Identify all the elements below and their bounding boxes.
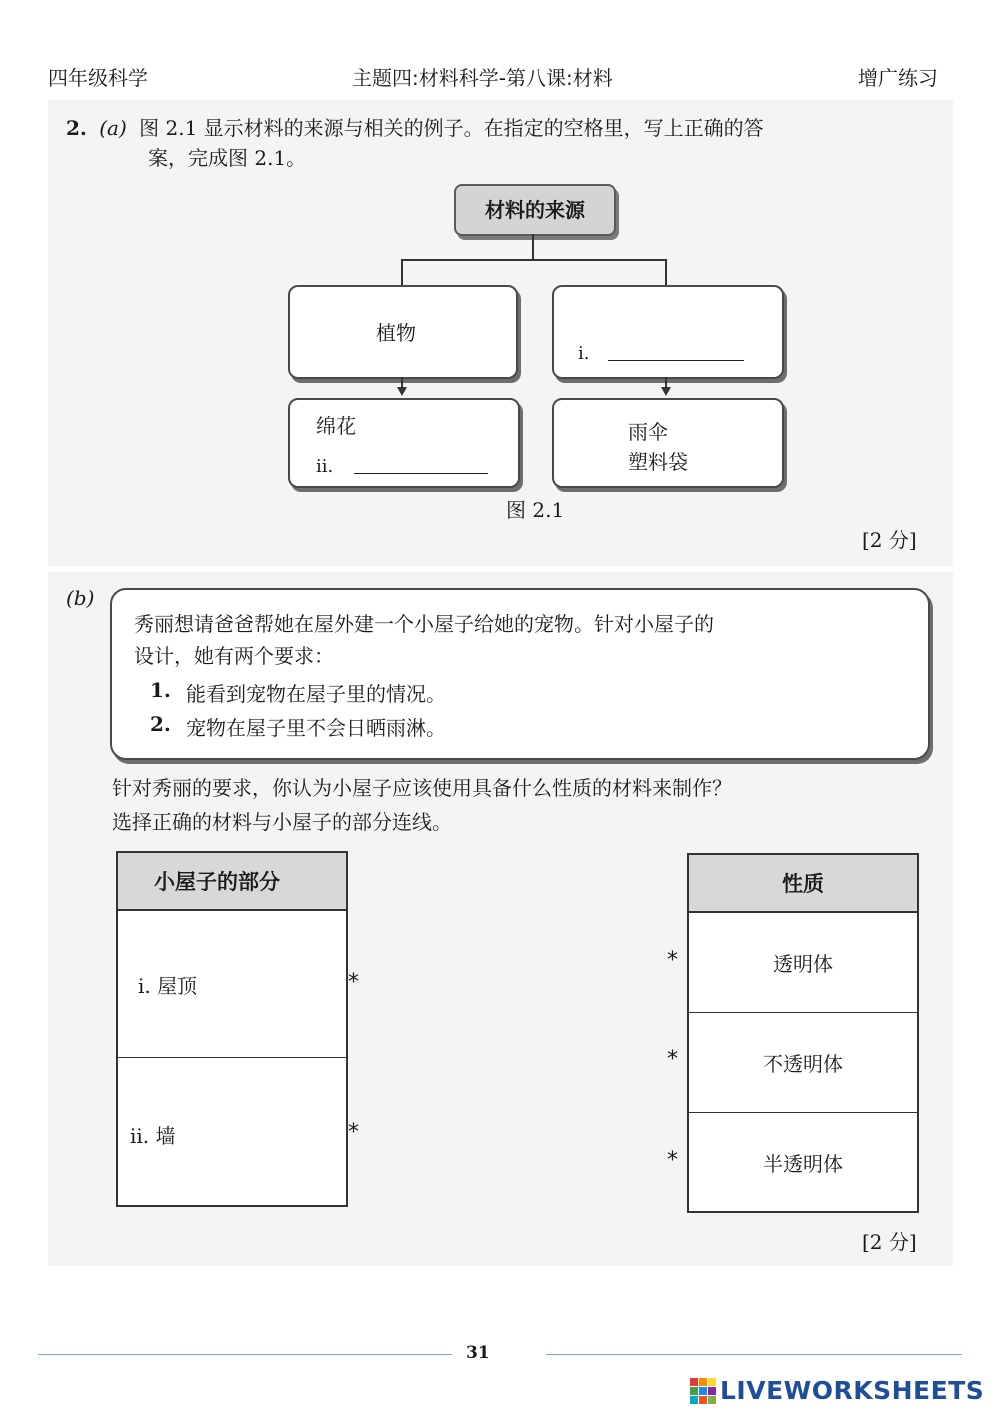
header-topic: 主题四:材料科学-第八课:材料: [352, 66, 613, 90]
footer-divider-left: [38, 1354, 452, 1355]
diagram-connector: [532, 234, 534, 260]
question-a-line1: 图 2.1 显示材料的来源与相关的例子。在指定的空格里，写上正确的答: [139, 116, 764, 140]
arrow-down-icon: [661, 387, 671, 396]
marks-a: [2 分]: [862, 528, 917, 552]
footer-divider-right: [546, 1354, 962, 1355]
requirement-1-number: 1.: [150, 678, 171, 702]
properties-table: [687, 853, 919, 1213]
requirement-2-text: 宠物在屋子里不会日晒雨淋。: [186, 716, 446, 740]
page-number: 31: [466, 1343, 490, 1363]
brand-name: LIVEWORKSHEETS: [720, 1376, 985, 1405]
marks-b: [2 分]: [862, 1230, 917, 1254]
arrow-down-icon: [397, 387, 407, 396]
diagram-connector: [665, 259, 667, 285]
source-plants-label: 植物: [376, 321, 416, 345]
connector-star-transparent[interactable]: *: [667, 948, 678, 973]
question-number: 2.: [66, 116, 87, 140]
connector-star-roof[interactable]: *: [348, 970, 359, 995]
house-part-roof: i. 屋顶: [118, 911, 346, 1058]
scenario-line2: 设计，她有两个要求：: [134, 644, 334, 668]
example-cotton: 绵花: [316, 414, 356, 438]
property-opaque: 不透明体: [689, 1013, 917, 1113]
house-parts-table: [116, 851, 348, 1207]
prompt-line1: 针对秀丽的要求，你认为小屋子应该使用具备什么性质的材料来制作？: [112, 776, 732, 800]
question-a-part: (a): [99, 116, 127, 140]
header-exercise-type: 增广练习: [858, 66, 938, 90]
example-box-plants: [288, 398, 520, 488]
source-box-unknown: [552, 285, 784, 379]
property-translucent: 半透明体: [763, 1151, 843, 1176]
requirement-1-text: 能看到宠物在屋子里的情况。: [186, 682, 446, 706]
question-b-part: (b): [66, 586, 95, 610]
house-part-wall: ii. 墙: [130, 1124, 176, 1148]
connector-star-translucent[interactable]: *: [667, 1148, 678, 1173]
source-box-plants: [288, 285, 518, 379]
diagram-connector: [401, 259, 403, 285]
prompt-line2: 选择正确的材料与小屋子的部分连线。: [112, 810, 452, 834]
diagram-connector: [401, 259, 666, 261]
house-parts-header: 小屋子的部分: [118, 853, 346, 911]
question-a-text: [66, 113, 764, 143]
connector-star-wall[interactable]: *: [348, 1120, 359, 1145]
property-transparent: 透明体: [689, 913, 917, 1013]
example-plastic-bag: 塑料袋: [628, 450, 688, 474]
scenario-line1: 秀丽想请爸爸帮她在屋外建一个小屋子给她的宠物。针对小屋子的: [134, 612, 714, 636]
figure-caption: 图 2.1: [506, 498, 565, 522]
blank-ii-label: ii.: [316, 456, 334, 477]
blank-i-label: i.: [578, 343, 590, 364]
blank-i-input[interactable]: [608, 342, 744, 361]
properties-header: 性质: [689, 855, 917, 913]
diagram-root-box: 材料的来源: [454, 184, 616, 236]
connector-star-opaque[interactable]: *: [667, 1047, 678, 1072]
liveworksheets-logo: [690, 1378, 716, 1404]
example-box-unknown: [552, 398, 784, 488]
scenario-box: [110, 588, 930, 760]
requirement-2-number: 2.: [150, 712, 171, 736]
example-umbrella: 雨伞: [628, 420, 668, 444]
blank-ii-input[interactable]: [354, 455, 488, 474]
question-a-line2: 案，完成图 2.1。: [148, 146, 307, 170]
header-subject: 四年级科学: [48, 66, 148, 90]
